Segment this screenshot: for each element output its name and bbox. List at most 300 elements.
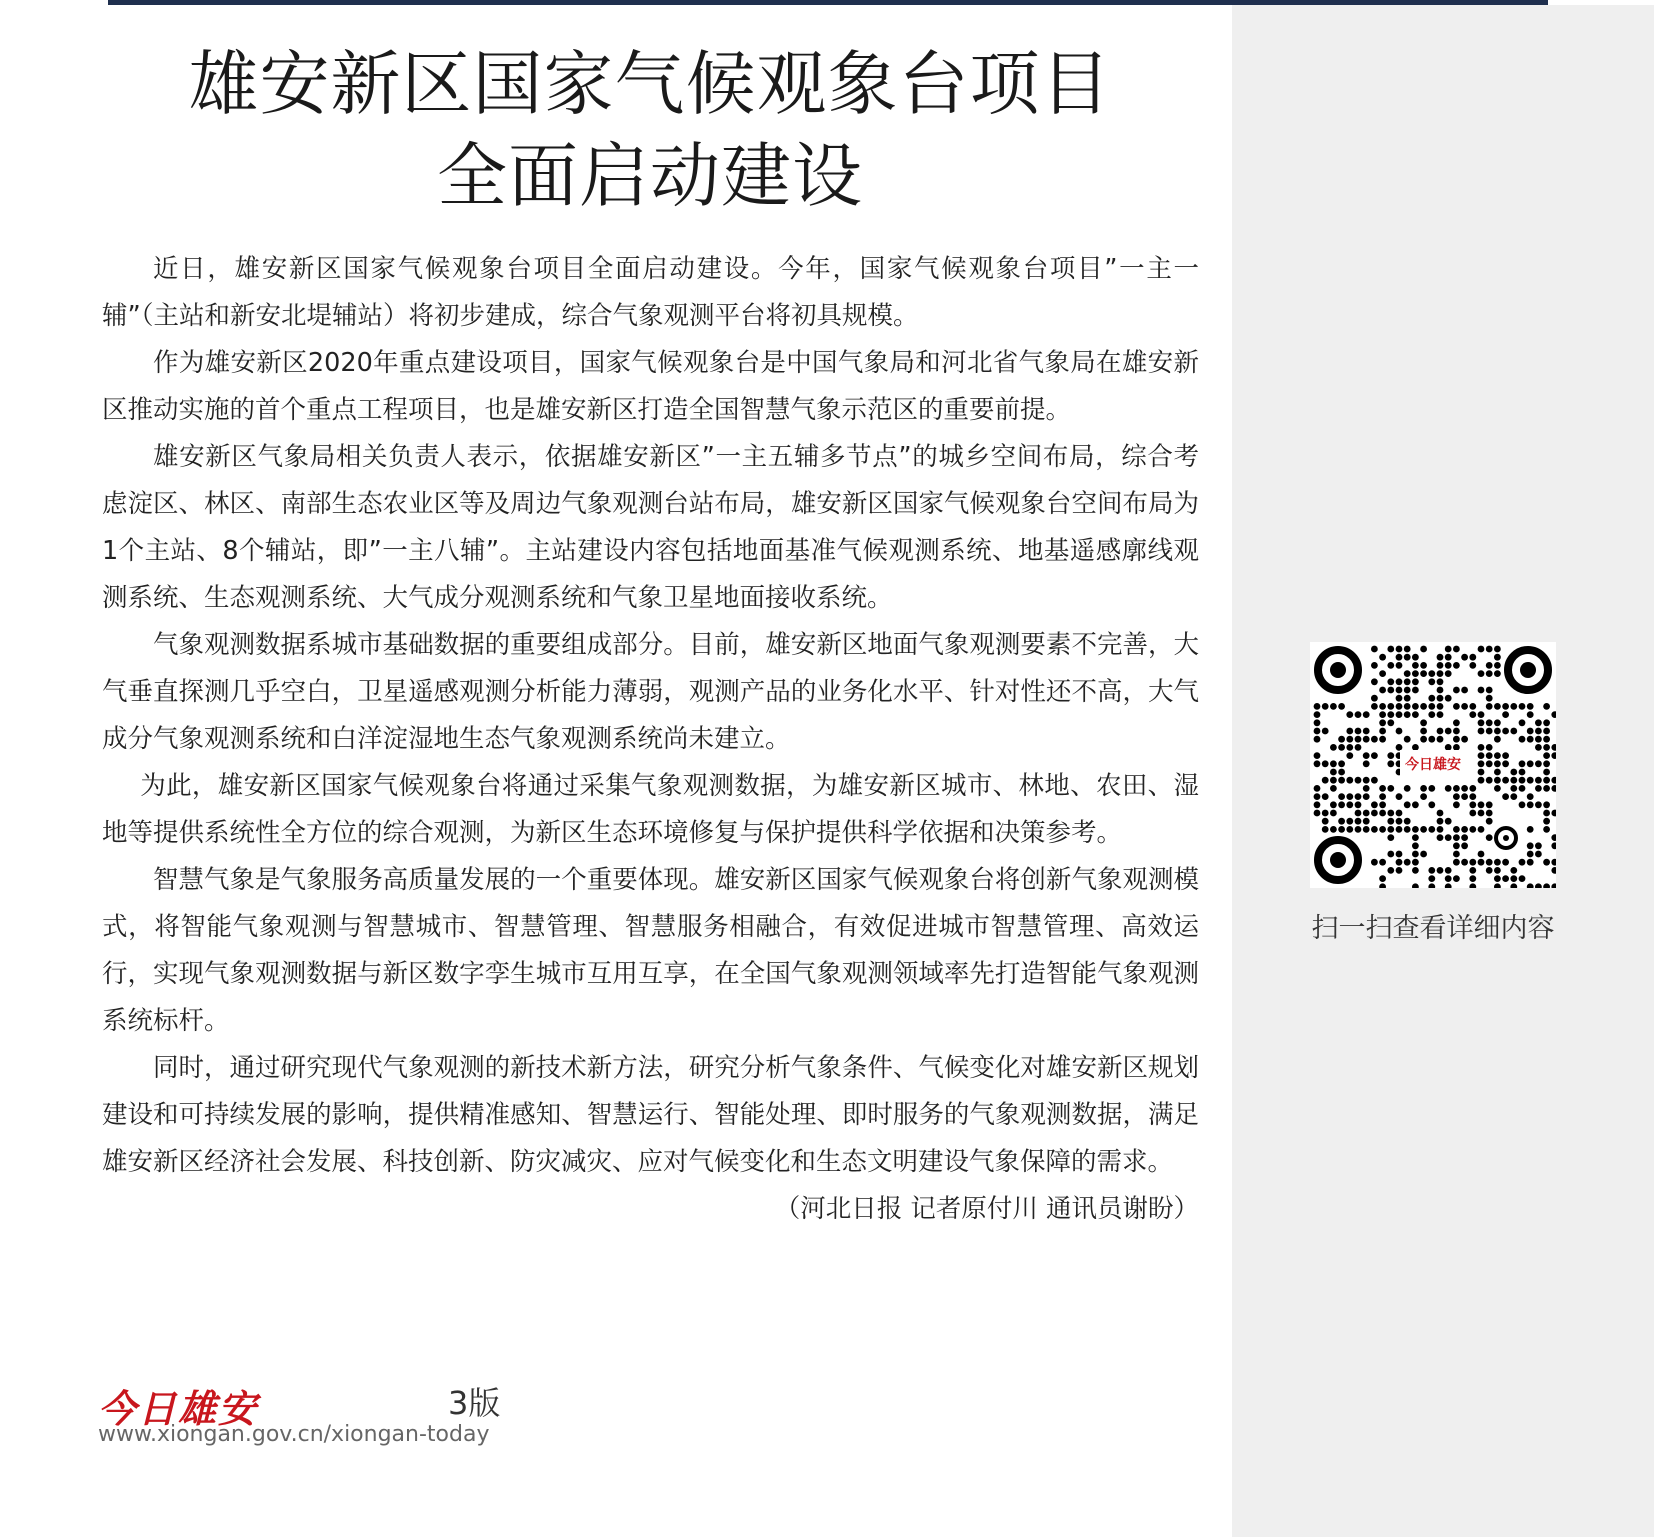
qr-module <box>1486 801 1493 808</box>
qr-module <box>1527 859 1534 866</box>
qr-module <box>1338 777 1345 784</box>
qr-module <box>1346 711 1353 718</box>
qr-module <box>1404 687 1411 694</box>
qr-module <box>1543 810 1550 817</box>
qr-module <box>1486 728 1493 735</box>
qr-module <box>1412 867 1419 874</box>
qr-module <box>1396 654 1403 661</box>
qr-module <box>1314 793 1321 800</box>
qr-module <box>1387 851 1394 858</box>
qr-module <box>1371 736 1378 743</box>
qr-module <box>1478 744 1485 751</box>
qr-module <box>1363 728 1370 735</box>
qr-center-logo: 今日雄安 <box>1400 750 1466 780</box>
qr-module <box>1486 744 1493 751</box>
qr-module <box>1437 711 1444 718</box>
qr-module <box>1527 736 1534 743</box>
qr-module <box>1363 736 1370 743</box>
qr-module <box>1469 801 1476 808</box>
qr-module <box>1453 728 1460 735</box>
qr-module <box>1379 736 1386 743</box>
qr-module <box>1486 719 1493 726</box>
qr-module <box>1363 793 1370 800</box>
qr-module <box>1420 785 1427 792</box>
qr-module <box>1486 752 1493 759</box>
qr-module <box>1478 687 1485 694</box>
qr-module <box>1355 736 1362 743</box>
qr-module <box>1346 736 1353 743</box>
qr-module <box>1494 719 1501 726</box>
qr-module <box>1338 760 1345 767</box>
qr-module <box>1420 703 1427 710</box>
qr-module <box>1322 826 1329 833</box>
qr-module <box>1379 728 1386 735</box>
qr-module <box>1527 703 1534 710</box>
qr-module <box>1494 752 1501 759</box>
qr-module <box>1412 826 1419 833</box>
qr-module <box>1314 736 1321 743</box>
qr-module <box>1478 670 1485 677</box>
qr-module <box>1527 851 1534 858</box>
qr-module <box>1445 875 1452 882</box>
qr-module <box>1379 703 1386 710</box>
qr-module <box>1437 867 1444 874</box>
qr-module <box>1437 678 1444 685</box>
qr-module <box>1387 703 1394 710</box>
qr-module <box>1379 810 1386 817</box>
qr-module <box>1420 646 1427 653</box>
qr-module <box>1510 785 1517 792</box>
qr-module <box>1502 875 1509 882</box>
qr-module <box>1346 826 1353 833</box>
qr-module <box>1396 793 1403 800</box>
qr-module <box>1486 662 1493 669</box>
qr-module <box>1396 851 1403 858</box>
qr-module <box>1371 810 1378 817</box>
qr-module <box>1322 703 1329 710</box>
qr-module <box>1510 793 1517 800</box>
qr-module <box>1387 662 1394 669</box>
qr-module <box>1428 875 1435 882</box>
qr-module <box>1322 793 1329 800</box>
qr-module <box>1469 654 1476 661</box>
qr-module <box>1330 785 1337 792</box>
qr-module <box>1527 777 1534 784</box>
qr-module <box>1494 670 1501 677</box>
qr-module <box>1445 662 1452 669</box>
qr-module <box>1314 711 1321 718</box>
qr-module <box>1428 711 1435 718</box>
qr-caption: 扫一扫查看详细内容 <box>1311 913 1555 944</box>
qr-code-icon[interactable] <box>1310 642 1556 888</box>
qr-module <box>1445 670 1452 677</box>
qr-module <box>1363 785 1370 792</box>
qr-module <box>1387 678 1394 685</box>
qr-module <box>1494 867 1501 874</box>
qr-module <box>1461 842 1468 849</box>
qr-module <box>1494 654 1501 661</box>
qr-module <box>1355 818 1362 825</box>
qr-module <box>1486 810 1493 817</box>
qr-module <box>1543 859 1550 866</box>
qr-module <box>1519 736 1526 743</box>
paragraph: 作为雄安新区2020年重点建设项目，国家气候观象台是中国气象局和河北省气象局在雄安新区推动实施的首个重点工程项目，也是雄安新区打造全国智慧气象示范区的重要前提。 <box>102 348 1199 425</box>
qr-module <box>1461 834 1468 841</box>
qr-module <box>1502 777 1509 784</box>
qr-module <box>1396 678 1403 685</box>
qr-module <box>1314 728 1321 735</box>
qr-module <box>1330 801 1337 808</box>
qr-module <box>1387 711 1394 718</box>
qr-module <box>1469 711 1476 718</box>
qr-module <box>1535 851 1542 858</box>
qr-module <box>1543 744 1550 751</box>
qr-module <box>1314 703 1321 710</box>
qr-module <box>1437 728 1444 735</box>
qr-module <box>1535 777 1542 784</box>
qr-module <box>1387 826 1394 833</box>
qr-module <box>1445 646 1452 653</box>
qr-module <box>1510 867 1517 874</box>
qr-module <box>1543 752 1550 759</box>
qr-module <box>1404 695 1411 702</box>
qr-module <box>1527 728 1534 735</box>
qr-module <box>1412 834 1419 841</box>
qr-module <box>1486 703 1493 710</box>
qr-module <box>1355 728 1362 735</box>
qr-module <box>1437 736 1444 743</box>
qr-module <box>1355 801 1362 808</box>
qr-module <box>1412 851 1419 858</box>
qr-module <box>1469 875 1476 882</box>
paragraph: 气象观测数据系城市基础数据的重要组成部分。目前，雄安新区地面气象观测要素不完善，大气垂直探测几乎空白，卫星遥感观测分析能力薄弱，观测产品的业务化水平、针对性还不高，大气成分气象观测系统和白洋淀湿地生态气象观测系统尚未建立。 <box>102 630 1199 754</box>
qr-module <box>1420 793 1427 800</box>
qr-module <box>1510 769 1517 776</box>
qr-module <box>1404 654 1411 661</box>
qr-module <box>1420 736 1427 743</box>
qr-module <box>1371 752 1378 759</box>
qr-module <box>1437 826 1444 833</box>
qr-module <box>1412 662 1419 669</box>
qr-module <box>1478 851 1485 858</box>
qr-module <box>1494 785 1501 792</box>
qr-module <box>1420 728 1427 735</box>
qr-module <box>1379 801 1386 808</box>
qr-module <box>1428 736 1435 743</box>
qr-module <box>1543 728 1550 735</box>
qr-module <box>1494 646 1501 653</box>
title-line-1: 雄安新区国家气候观象台项目 <box>188 43 1112 125</box>
qr-module <box>1428 678 1435 685</box>
qr-module <box>1437 810 1444 817</box>
qr-module <box>1420 851 1427 858</box>
qr-module <box>1379 793 1386 800</box>
qr-module <box>1445 867 1452 874</box>
qr-module <box>1363 777 1370 784</box>
qr-module <box>1445 834 1452 841</box>
qr-module <box>1322 810 1329 817</box>
qr-module <box>1519 785 1526 792</box>
qr-module <box>1420 662 1427 669</box>
qr-module <box>1519 769 1526 776</box>
qr-module <box>1404 670 1411 677</box>
qr-module <box>1396 818 1403 825</box>
qr-module <box>1379 875 1386 882</box>
qr-module <box>1453 859 1460 866</box>
qr-module <box>1396 662 1403 669</box>
qr-module <box>1469 703 1476 710</box>
qr-module <box>1478 719 1485 726</box>
qr-module <box>1461 785 1468 792</box>
qr-module <box>1387 646 1394 653</box>
qr-module <box>1379 654 1386 661</box>
publication-url[interactable]: www.xiongan.gov.cn/xiongan-today <box>98 1422 490 1447</box>
qr-module <box>1396 695 1403 702</box>
qr-module <box>1338 818 1345 825</box>
qr-module <box>1445 654 1452 661</box>
qr-module <box>1461 826 1468 833</box>
qr-module <box>1494 662 1501 669</box>
qr-module <box>1519 859 1526 866</box>
qr-module <box>1363 752 1370 759</box>
qr-module <box>1379 670 1386 677</box>
qr-module <box>1502 793 1509 800</box>
qr-module <box>1543 703 1550 710</box>
qr-module <box>1453 719 1460 726</box>
qr-module <box>1494 736 1501 743</box>
qr-module <box>1412 842 1419 849</box>
qr-module <box>1346 744 1353 751</box>
qr-module <box>1469 859 1476 866</box>
qr-module <box>1371 695 1378 702</box>
qr-module <box>1502 703 1509 710</box>
qr-module <box>1404 678 1411 685</box>
qr-module <box>1478 810 1485 817</box>
qr-module <box>1437 670 1444 677</box>
qr-module <box>1346 752 1353 759</box>
qr-module <box>1363 818 1370 825</box>
qr-module <box>1338 769 1345 776</box>
paragraph: 智慧气象是气象服务高质量发展的一个重要体现。雄安新区国家气候观象台将创新气象观测模式，将智能气象观测与智慧城市、智慧管理、智慧服务相融合，有效促进城市智慧管理、高效运行，实现气象观测数据与新区数字孪生城市互用互享，在全国气象观测领域率先打造智能气象观测系统标杆。 <box>102 865 1199 1036</box>
title-line-2: 全面启动建设 <box>437 135 863 217</box>
qr-module <box>1379 687 1386 694</box>
qr-module <box>1387 867 1394 874</box>
qr-module <box>1387 719 1394 726</box>
qr-module <box>1453 851 1460 858</box>
qr-module <box>1330 769 1337 776</box>
qr-module <box>1486 687 1493 694</box>
qr-module <box>1461 687 1468 694</box>
qr-module <box>1355 744 1362 751</box>
qr-module <box>1535 760 1542 767</box>
qr-module <box>1330 760 1337 767</box>
qr-module <box>1437 695 1444 702</box>
qr-module <box>1428 801 1435 808</box>
edition-label: 3版 <box>448 1384 501 1422</box>
qr-module <box>1371 801 1378 808</box>
qr-module <box>1527 801 1534 808</box>
qr-module <box>1469 662 1476 669</box>
qr-module <box>1371 678 1378 685</box>
qr-module <box>1420 826 1427 833</box>
qr-module <box>1338 826 1345 833</box>
qr-module <box>1527 793 1534 800</box>
qr-module <box>1494 875 1501 882</box>
qr-module <box>1412 687 1419 694</box>
qr-module <box>1346 793 1353 800</box>
qr-module <box>1486 760 1493 767</box>
qr-module <box>1363 826 1370 833</box>
qr-module <box>1428 670 1435 677</box>
qr-module <box>1404 703 1411 710</box>
qr-module <box>1363 760 1370 767</box>
qr-module <box>1322 777 1329 784</box>
qr-module <box>1535 719 1542 726</box>
qr-module <box>1363 711 1370 718</box>
qr-module <box>1527 842 1534 849</box>
qr-module <box>1486 834 1493 841</box>
qr-module <box>1461 736 1468 743</box>
qr-module <box>1387 818 1394 825</box>
qr-module <box>1445 818 1452 825</box>
qr-module <box>1502 859 1509 866</box>
qr-module <box>1379 859 1386 866</box>
qr-module <box>1519 719 1526 726</box>
qr-module <box>1478 777 1485 784</box>
qr-module <box>1346 818 1353 825</box>
paragraph-last-text: 同时，通过研究现代气象观测的新技术新方法，研究分析气象条件、气候变化对雄安新区规划建设和可持续发展的影响，提供精准感知、智慧运行、智能处理、即时服务的气象观测数据，满足雄安新区经济社会发展、科技创新、防灾减灾、应对气候变化和生态文明建设气象保障的需求。 <box>102 1053 1199 1177</box>
qr-module <box>1494 760 1501 767</box>
qr-module <box>1346 728 1353 735</box>
qr-module <box>1338 744 1345 751</box>
qr-module <box>1314 752 1321 759</box>
qr-module <box>1478 859 1485 866</box>
qr-module <box>1543 769 1550 776</box>
qr-module <box>1445 695 1452 702</box>
qr-module <box>1396 859 1403 866</box>
qr-module <box>1527 760 1534 767</box>
qr-module <box>1469 867 1476 874</box>
qr-module <box>1404 785 1411 792</box>
qr-module <box>1469 793 1476 800</box>
qr-module <box>1510 728 1517 735</box>
qr-module <box>1404 646 1411 653</box>
qr-module <box>1404 818 1411 825</box>
qr-module <box>1314 719 1321 726</box>
qr-module <box>1486 867 1493 874</box>
qr-module <box>1387 752 1394 759</box>
qr-module <box>1387 785 1394 792</box>
qr-module <box>1527 826 1534 833</box>
qr-module <box>1486 818 1493 825</box>
qr-module <box>1494 859 1501 866</box>
qr-module <box>1371 662 1378 669</box>
qr-module <box>1502 752 1509 759</box>
qr-module <box>1404 736 1411 743</box>
qr-module <box>1346 777 1353 784</box>
qr-module <box>1478 646 1485 653</box>
qr-module <box>1519 801 1526 808</box>
qr-module <box>1322 728 1329 735</box>
qr-module <box>1379 785 1386 792</box>
qr-module <box>1486 859 1493 866</box>
qr-module <box>1494 777 1501 784</box>
article-body <box>102 246 1199 1233</box>
qr-module <box>1478 801 1485 808</box>
qr-module <box>1330 810 1337 817</box>
qr-module <box>1437 654 1444 661</box>
qr-module <box>1330 826 1337 833</box>
qr-module <box>1543 826 1550 833</box>
qr-module <box>1387 810 1394 817</box>
qr-module <box>1453 793 1460 800</box>
qr-module <box>1404 711 1411 718</box>
qr-module <box>1428 785 1435 792</box>
qr-module <box>1543 777 1550 784</box>
qr-module <box>1478 760 1485 767</box>
qr-module <box>1519 777 1526 784</box>
qr-module <box>1420 670 1427 677</box>
qr-module <box>1519 875 1526 882</box>
qr-module <box>1355 826 1362 833</box>
qr-module <box>1502 728 1509 735</box>
qr-module <box>1535 801 1542 808</box>
qr-module <box>1453 703 1460 710</box>
qr-module <box>1322 760 1329 767</box>
qr-module <box>1371 826 1378 833</box>
byline: （河北日报 记者原付川 通讯员谢盼） <box>774 1194 1199 1224</box>
qr-module <box>1338 801 1345 808</box>
qr-module <box>1453 785 1460 792</box>
qr-module <box>1543 801 1550 808</box>
qr-module <box>1519 760 1526 767</box>
qr-module <box>1478 769 1485 776</box>
qr-module <box>1404 826 1411 833</box>
qr-module <box>1387 760 1394 767</box>
qr-module <box>1322 818 1329 825</box>
qr-module <box>1330 777 1337 784</box>
qr-module <box>1371 777 1378 784</box>
qr-module <box>1396 826 1403 833</box>
paragraph: 雄安新区气象局相关负责人表示，依据雄安新区”一主五辅多节点”的城乡空间布局，综合考虑淀区、林区、南部生态农业区等及周边气象观测台站布局，雄安新区国家气候观象台空间布局为1个主站、8个辅站，即”一主八辅”。主站建设内容包括地面基准气候观测系统、地基遥感廓线观测系统、生态观测系统、大气成分观测系统和气象卫星地面接收系统。 <box>102 442 1199 613</box>
paragraph-last <box>102 1045 1199 1224</box>
qr-module <box>1314 801 1321 808</box>
article-title <box>100 38 1200 222</box>
qr-module <box>1469 826 1476 833</box>
qr-module <box>1428 695 1435 702</box>
qr-module <box>1445 728 1452 735</box>
qr-module <box>1478 826 1485 833</box>
qr-module <box>1494 703 1501 710</box>
qr-module <box>1412 670 1419 677</box>
qr-module <box>1379 826 1386 833</box>
qr-module <box>1396 810 1403 817</box>
qr-module <box>1486 695 1493 702</box>
qr-module <box>1379 711 1386 718</box>
qr-module <box>1535 744 1542 751</box>
qr-module <box>1428 703 1435 710</box>
qr-module <box>1437 818 1444 825</box>
qr-module <box>1461 654 1468 661</box>
qr-module <box>1543 785 1550 792</box>
qr-module <box>1330 744 1337 751</box>
qr-module <box>1535 842 1542 849</box>
qr-module <box>1371 703 1378 710</box>
qr-module <box>1486 777 1493 784</box>
qr-module <box>1453 842 1460 849</box>
qr-module <box>1486 670 1493 677</box>
qr-module <box>1428 826 1435 833</box>
